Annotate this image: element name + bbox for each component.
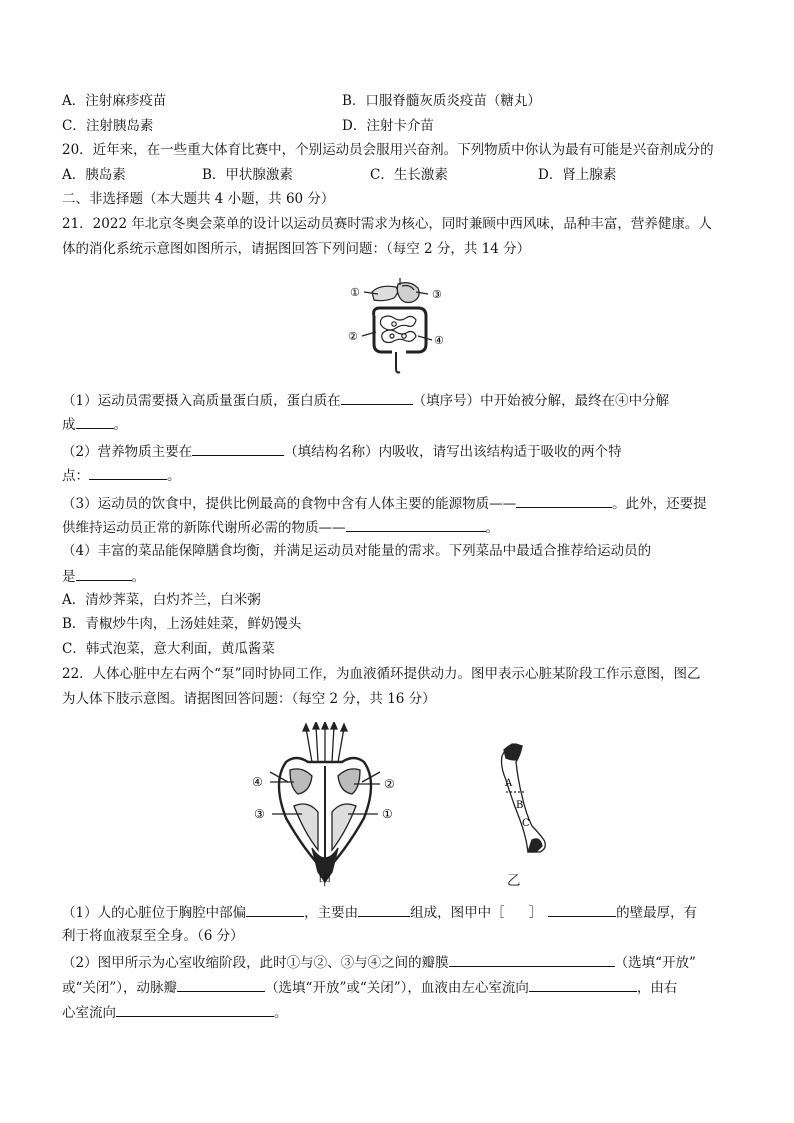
q22-part1-text-c: 组成，图甲中［ [410, 905, 505, 921]
answer-blank[interactable] [76, 414, 114, 429]
q22-part2-text-e: ，由右 [636, 980, 678, 996]
answer-blank[interactable] [116, 1002, 274, 1017]
q20-option-b: B．甲状腺激素 [202, 167, 293, 183]
q22-part1-line1 [62, 902, 697, 922]
fig21-label-1: ① [350, 286, 360, 299]
q21-part4-text-b: 是 [62, 569, 76, 585]
heart-figure [250, 722, 400, 890]
q22-part2-text-g: 。 [274, 1005, 288, 1021]
q21-part4-text-c: 。 [131, 569, 145, 585]
q21-part2-text-a: （2）营养物质主要在 [62, 444, 193, 460]
q21-part1-text-b: （填序号）中开始被分解，最终在④中分解 [412, 393, 670, 409]
answer-blank[interactable] [76, 566, 132, 581]
q20-option-a: A．胰岛素 [62, 167, 126, 183]
section-heading: 二、非选择题（本大题共 4 小题，共 60 分） [62, 191, 335, 207]
q21-stem-line1: 21．2022 年北京冬奥会菜单的设计以运动员赛时需求为核心，同时兼顾中西风味，品种丰富，营养健康。人 [62, 216, 712, 232]
q19-option-a: A．注射麻疹疫苗 [62, 93, 167, 109]
q21-part1-text-d: 。 [113, 417, 127, 433]
q21-part4-line1: （4）丰富的菜品能保障膳食均衡，并满足运动员对能量的需求。下列菜品中最适合推荐给运动员的 [62, 543, 652, 559]
answer-blank[interactable] [341, 390, 413, 405]
q20-stem: 20．近年来，在一些重大体育比赛中，个别运动员会服用兴奋剂。下列物质中你认为最有可能是兴奋剂成分的 [62, 142, 714, 158]
q22-part2-text-d: （选填“开放”或“关闭”），血液由左心室流向 [265, 980, 529, 996]
q22-part1-line2: 利于将血液泵至全身。（6 分） [62, 928, 244, 944]
q21-part3-text-c: 供维持运动员正常的新陈代谢所必需的物质—— [62, 520, 346, 536]
heart-label-2: ② [384, 777, 395, 791]
q22-part2-text-a: （2）图甲所示为心室收缩阶段，此时①与②、③与④之间的瓣膜 [62, 955, 449, 971]
q21-part2-line1 [62, 441, 622, 461]
q22-part2-text-b: （选填“开放” [614, 955, 696, 971]
q21-part1-text-c: 成 [62, 417, 76, 433]
q22-part2-line2 [62, 977, 677, 997]
q20-option-d: D．肾上腺素 [538, 167, 617, 183]
q22-stem-line2: 为人体下肢示意图。请据图回答问题：（每空 2 分，共 16 分） [62, 691, 436, 707]
answer-blank[interactable] [529, 977, 637, 992]
answer-blank[interactable] [346, 517, 486, 532]
answer-blank[interactable] [516, 493, 612, 508]
q22-part2-text-f: 心室流向 [62, 1005, 116, 1021]
heart-label-3: ③ [254, 807, 265, 821]
q21-part3-text-a: （3）运动员的饮食中，提供比例最高的食物中含有人体主要的能源物质—— [62, 496, 517, 512]
answer-blank[interactable] [449, 952, 615, 967]
q21-part2-text-c: 点： [62, 468, 89, 484]
q20-option-c: C．生长激素 [370, 167, 448, 183]
q21-part2-text-d: 。 [167, 468, 181, 484]
q21-part3-line2 [62, 517, 499, 537]
fig21-label-2: ② [348, 330, 358, 343]
q21-part3-text-b: 。此外，还要提 [612, 496, 707, 512]
q21-part1-text-a: （1）运动员需要摄入高质量蛋白质，蛋白质在 [62, 393, 341, 409]
answer-blank[interactable] [177, 977, 265, 992]
q21-part2-text-b: （填结构名称）内吸收，请写出该结构适于吸收的两个特 [284, 444, 622, 460]
heart-label-4: ④ [252, 775, 263, 789]
answer-blank[interactable] [548, 902, 616, 917]
q21-option-b: B．青椒炒牛肉，上汤娃娃菜，鲜奶馒头 [62, 616, 302, 632]
q22-part2-line1 [62, 952, 696, 972]
q19-option-b: B．口服脊髓灰质炎疫苗（糖丸） [342, 93, 541, 109]
answer-blank[interactable] [89, 465, 167, 480]
leg-figure [492, 740, 552, 858]
answer-blank[interactable] [246, 902, 304, 917]
q21-part3-text-d: 。 [485, 520, 499, 536]
q21-option-a: A．清炒荠菜，白灼芥兰，白米粥 [62, 592, 261, 608]
q21-part1-line1 [62, 390, 669, 410]
q21-part1-line2 [62, 414, 127, 434]
leg-label-b: B [516, 800, 524, 811]
q22-part2-text-c: 或“关闭”），动脉瓣 [62, 980, 178, 996]
q22-part2-line3 [62, 1002, 288, 1022]
q21-part4-line2 [62, 566, 145, 586]
caption-yi: 乙 [507, 873, 521, 889]
fig21-label-3: ③ [432, 288, 442, 301]
leg-label-c: C [522, 818, 530, 829]
q22-part1-text-d: ］ [528, 905, 543, 921]
digestive-system-figure [348, 278, 448, 378]
q21-part3-line1 [62, 493, 707, 513]
heart-label-1: ① [382, 807, 393, 821]
answer-blank[interactable] [192, 441, 284, 456]
caption-jia: 甲 [318, 873, 332, 889]
answer-blank[interactable] [358, 902, 410, 917]
fig21-label-4: ④ [434, 334, 444, 347]
q21-stem-line2: 体的消化系统示意图如图所示，请据图回答下列问题：（每空 2 分，共 14 分） [62, 241, 531, 257]
q19-option-c: C．注射胰岛素 [62, 118, 154, 134]
leg-label-a: A [505, 778, 513, 789]
q22-part1-text-b: ，主要由 [304, 905, 359, 921]
q22-part1-text-e: 的壁最厚，有 [616, 905, 698, 921]
q22-stem-line1: 22．人体心脏中左右两个“泵”同时协同工作，为血液循环提供动力。图甲表示心脏某阶段工作示意图，图乙 [62, 666, 701, 682]
q22-part1-text-a: （1）人的心脏位于胸腔中部偏 [62, 905, 247, 921]
q19-option-d: D．注射卡介苗 [342, 118, 434, 134]
q21-part2-line2 [62, 465, 181, 485]
q21-option-c: C．韩式泡菜，意大利面，黄瓜酱菜 [62, 641, 275, 657]
